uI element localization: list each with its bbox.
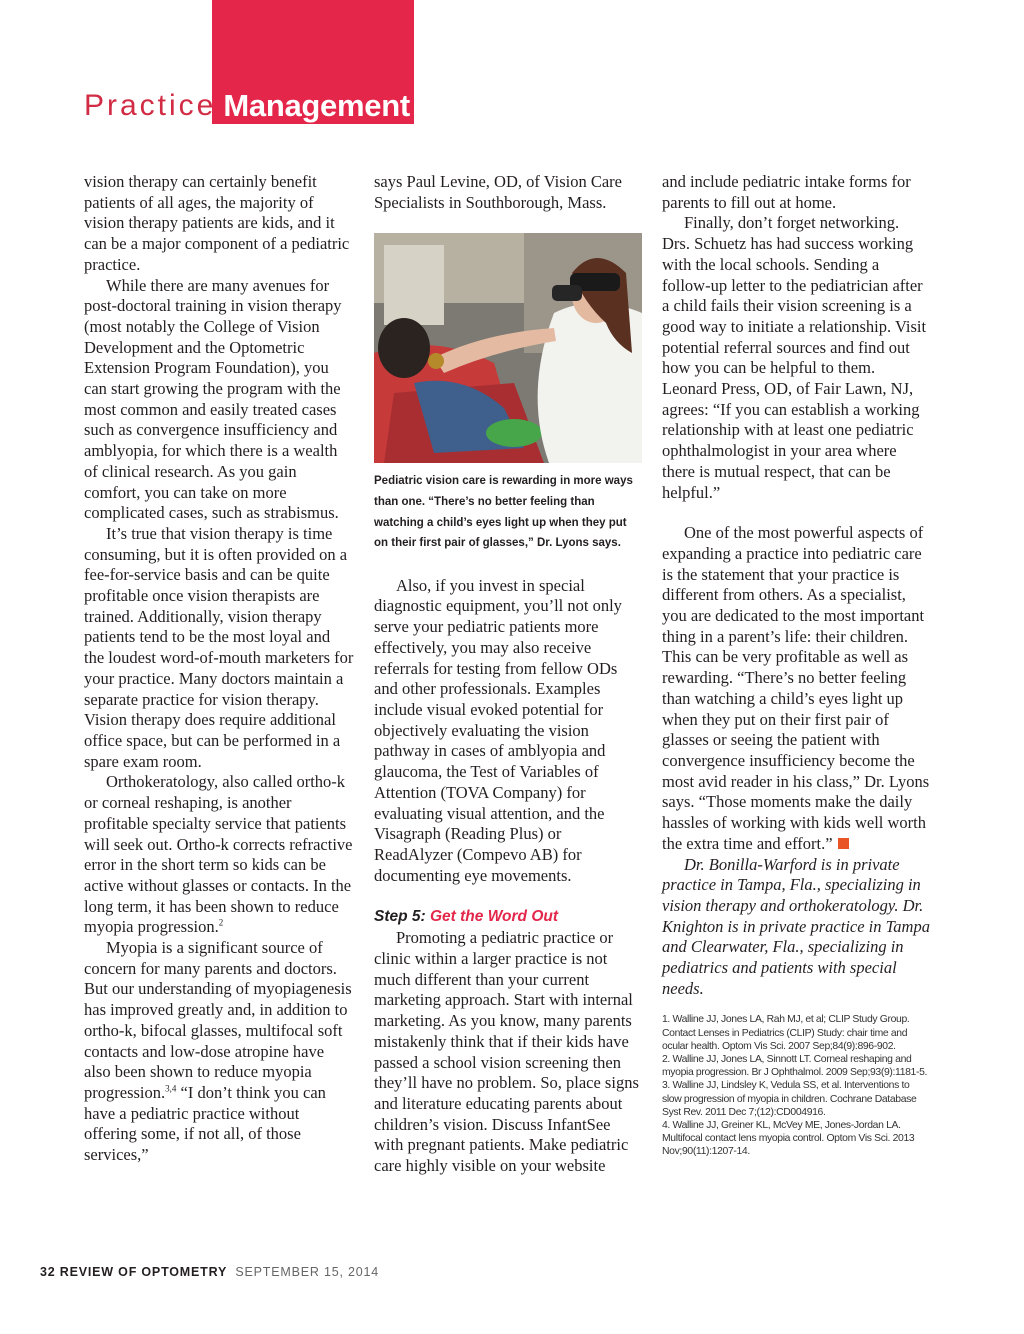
column-1	[84, 172, 354, 1166]
col3-paragraph-3-text: One of the most powerful aspects of expanding a practice into pediatric care is the statement that your practice is different from others. As a specialist, you are dedicated to the most important thing in a parent’s life: their children. This can be very profitable as well as rewarding. “There’s no better feeling than watching a child’s eyes light up when they put on their first pair of glasses or seeing the patient with convergence insufficiency become the most avid reader in his class,” Dr. Lyons says. “Those moments make the daily hassles of working with kids well worth the extra time and effort.”	[662, 523, 930, 853]
page-number: 32	[40, 1265, 56, 1279]
col3-paragraph-1: and include pediatric intake forms for parents to fill out at home.	[662, 172, 911, 212]
citation-3-4: 3,4	[165, 1083, 177, 1094]
reference-item: 3. Walline JJ, Lindsley K, Vedula SS, et al. Interventions to slow progression of myopia in children. Cochrane Database Syst Rev. 2011 Dec 7;(12):CD004916.	[662, 1080, 917, 1118]
issue-date: SEPTEMBER 15, 2014	[235, 1265, 380, 1279]
end-of-article-icon	[838, 838, 849, 849]
col3-paragraph-3	[662, 523, 930, 854]
step-number: Step 5:	[374, 908, 426, 926]
col1-paragraph-5-text: Myopia is a significant source of concern for many parents and doctors. But our understanding of myopiagenesis has improved greatly and, in addition to ortho-k, bifocal glasses, multifocal soft contacts and low-dose atropine have also been shown to reduce myopia progression.	[84, 938, 352, 1102]
col1-paragraph-5	[84, 938, 354, 1166]
publication-name: REVIEW OF OPTOMETRY	[59, 1265, 228, 1279]
section-header-word2: Management	[223, 88, 410, 123]
column-2	[374, 172, 642, 1177]
col2-paragraph-3: Promoting a pediatric practice or clinic within a larger practice is not much different than your current marketing approach. Start with internal marketing. As you know, many parents mistakenly think that if their kids have passed a school vision screening then they’ll have no problem. So, place signs and literature educating parents about children’s vision. Discuss InfantSee with pregnant patients. Make pediatric care highly visible on your website	[374, 928, 639, 1176]
section-header-word1: Practice	[84, 89, 217, 122]
column-3	[662, 172, 930, 1159]
subheading-step-5	[374, 906, 642, 928]
col3-paragraph-2: Finally, don’t forget networking. Drs. Schuetz has had success working with the local schools. Sending a follow-up letter to the pediatrician after a child fails their vision screening is a good way to initiate a relationship. Visit potential referral sources and find out how you can be helpful to them. Leonard Press, OD, of Fair Lawn, NJ, agrees: “If you can establish a working relationship with at least one pediatric ophthalmologist in your area where there is mutual respect, that can be helpful.”	[662, 213, 927, 502]
references-list	[662, 1013, 930, 1158]
step-title: Get the Word Out	[430, 908, 559, 926]
col1-paragraph-4	[84, 772, 354, 938]
col1-paragraph-5-tail: “I don’t think you can have a pediatric practice without offering some, if not all, of those services,”	[84, 1082, 326, 1165]
photo-caption: Pediatric vision care is rewarding in more ways than one. “There’s no better feeling than watching a child’s eyes light up when they put on their first pair of glasses,” Dr. Lyons says.	[374, 475, 633, 550]
col1-paragraph-2: While there are many avenues for post-doctoral training in vision therapy (most notably the College of Vision Development and the Optometric Extension Program Foundation), you can start growing the program with the most common and easily treated cases such as convergence insufficiency and amblyopia, for which there is a wealth of clinical research. As you gain comfort, you can take on more complicated cases, such as strabismus.	[84, 275, 342, 523]
exam-photo	[374, 233, 642, 463]
col2-paragraph-1: says Paul Levine, OD, of Vision Care Specialists in Southborough, Mass.	[374, 172, 622, 212]
col1-paragraph-1: vision therapy can certainly benefit patients of all ages, the majority of vision therapy patients are kids, and it can be a major component of a pediatric practice.	[84, 172, 350, 274]
col2-paragraph-2: Also, if you invest in special diagnostic equipment, you’ll not only serve your pediatric patients more effectively, you may also receive referrals for testing from fellow ODs and other professionals. Examples include visual evoked potential for objectively evaluating the vision pathway in cases of amblyopia and glaucoma, the Test of Variables of Attention (TOVA Company) for evaluating visual attention, and the Visagraph (Reading Plus) or ReadAlyzer (Compevo AB) for documenting eye movements.	[374, 575, 622, 885]
page-footer	[40, 1265, 379, 1279]
col1-paragraph-3: It’s true that vision therapy is time consuming, but it is often provided on a fee-for-service basis and can be quite profitable once vision therapists are trained. Additionally, vision therapy patients tend to be the most loyal and the loudest word-of-mouth marketers for your practice. Many doctors maintain a separate practice for vision therapy. Vision therapy does require additional office space, but can be performed in a spare exam room.	[84, 523, 354, 771]
citation-2: 2	[218, 917, 224, 928]
col1-paragraph-4-text: Orthokeratology, also called ortho-k or corneal reshaping, is another profitable specialty service that patients will seek out. Ortho-k corrects refractive error in the short term so kids can be active without glasses or contacts. In the long term, it has been shown to reduce myopia progression.	[84, 772, 353, 937]
section-header	[84, 86, 410, 126]
reference-item: 4. Walline JJ, Greiner KL, McVey ME, Jones-Jordan LA. Multifocal contact lens myopia control. Optom Vis Sci. 2013 Nov;90(11):1207-14.	[662, 1120, 915, 1158]
reference-item: 1. Walline JJ, Jones LA, Rah MJ, et al; CLIP Study Group. Contact Lenses in Pediatrics (CLIP) Study: chair time and ocular health. Optom Vis Sci. 2007 Sep;84(9):896-902.	[662, 1014, 910, 1052]
author-bio: Dr. Bonilla-Warford is in private practice in Tampa, Fla., specializing in vision therapy and orthokeratology. Dr. Knighton is in private practice in Tampa and Clearwater, Fla., specializing in pediatrics and patients with special needs.	[662, 854, 930, 998]
reference-item: 2. Walline JJ, Jones LA, Sinnott LT. Corneal reshaping and myopia progression. Br J Ophthalmol. 2009 Sep;93(9):1181-5.	[662, 1054, 928, 1079]
